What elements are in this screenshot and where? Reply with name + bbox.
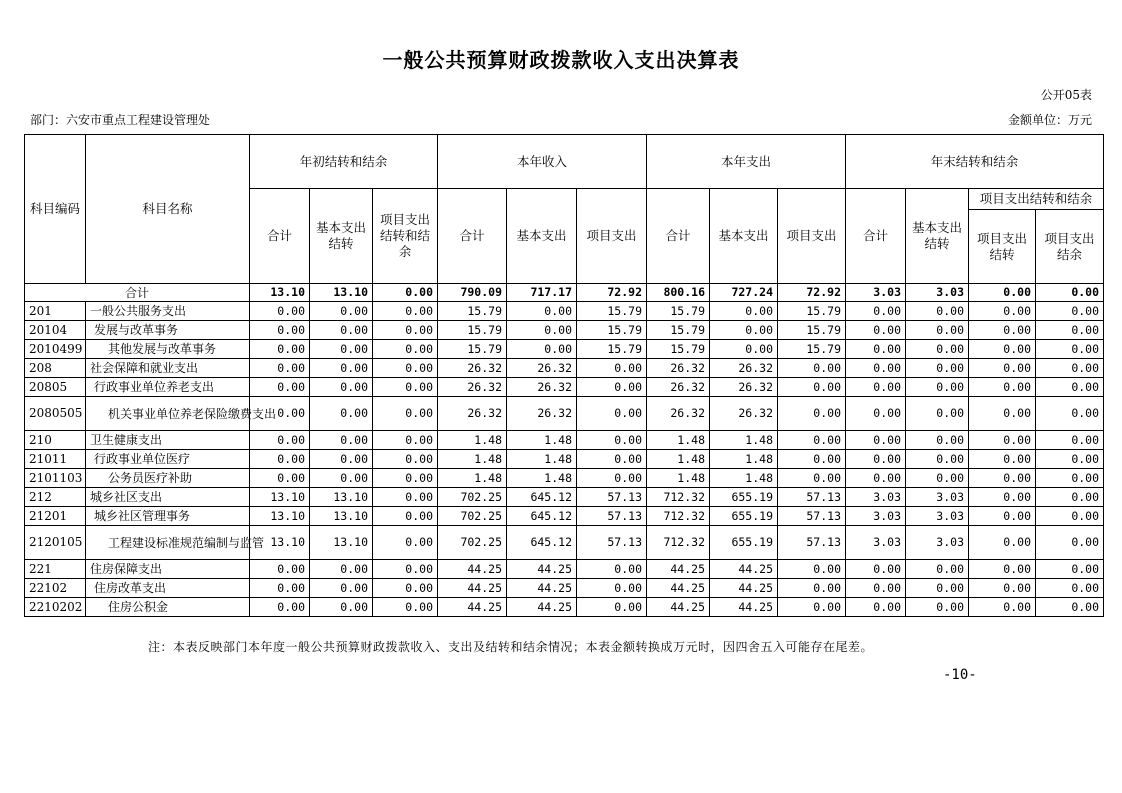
row-value-cell: 0.00: [906, 469, 969, 488]
row-value-cell: 15.79: [438, 302, 507, 321]
header-expenditure-project: 项目支出: [778, 189, 846, 284]
row-name: 住房保障支出: [86, 560, 250, 579]
table-row: [25, 450, 1104, 469]
row-value-cell: 655.19: [710, 488, 778, 507]
row-name: 一般公共服务支出: [86, 302, 250, 321]
header-name: 科目名称: [86, 135, 250, 284]
row-code: 2101103: [25, 469, 86, 488]
table-row: [25, 598, 1104, 617]
total-cell: 72.92: [577, 284, 647, 302]
row-value-cell: 0.00: [373, 526, 438, 560]
row-value-cell: 0.00: [846, 579, 906, 598]
row-value-cell: 0.00: [1036, 378, 1104, 397]
row-name: 行政事业单位养老支出: [86, 378, 250, 397]
row-value-cell: 0.00: [373, 378, 438, 397]
row-value-cell: 0.00: [507, 340, 577, 359]
header-opening-total: 合计: [250, 189, 310, 284]
row-code: 201: [25, 302, 86, 321]
row-value-cell: 0.00: [310, 579, 373, 598]
total-cell: 0.00: [1036, 284, 1104, 302]
row-value-cell: 0.00: [846, 378, 906, 397]
row-value-cell: 0.00: [577, 431, 647, 450]
row-value-cell: 0.00: [373, 560, 438, 579]
row-value-cell: 0.00: [373, 579, 438, 598]
row-value-cell: 0.00: [577, 378, 647, 397]
row-value-cell: 15.79: [577, 340, 647, 359]
row-value-cell: 0.00: [1036, 359, 1104, 378]
row-value-cell: 15.79: [647, 321, 710, 340]
header-closing-project-balance: 项目支出结余: [1036, 210, 1104, 284]
footnote: 注：本表反映部门本年度一般公共预算财政拨款收入、支出及结转和结余情况；本表金额转换成万元时，因四舍五入可能存在尾差。: [148, 640, 874, 654]
table-row: [25, 321, 1104, 340]
row-value-cell: 0.00: [1036, 431, 1104, 450]
amount-unit-label: 金额单位：万元: [1007, 113, 1092, 127]
row-value-cell: 0.00: [310, 598, 373, 617]
row-value-cell: 0.00: [1036, 321, 1104, 340]
row-value-cell: 702.25: [438, 526, 507, 560]
row-value-cell: 1.48: [647, 450, 710, 469]
row-name: 住房公积金: [86, 598, 250, 617]
row-value-cell: 0.00: [373, 321, 438, 340]
row-value-cell: 44.25: [647, 598, 710, 617]
row-value-cell: 0.00: [250, 579, 310, 598]
row-value-cell: 44.25: [438, 598, 507, 617]
row-value-cell: 0.00: [310, 450, 373, 469]
row-value-cell: 13.10: [250, 488, 310, 507]
row-value-cell: 44.25: [507, 579, 577, 598]
total-cell: 800.16: [647, 284, 710, 302]
row-value-cell: 0.00: [906, 598, 969, 617]
row-value-cell: 0.00: [906, 397, 969, 431]
row-value-cell: 0.00: [906, 340, 969, 359]
row-value-cell: 0.00: [373, 397, 438, 431]
row-value-cell: 57.13: [577, 526, 647, 560]
row-value-cell: 0.00: [310, 359, 373, 378]
row-value-cell: 15.79: [778, 321, 846, 340]
row-value-cell: 0.00: [969, 488, 1036, 507]
table-row: [25, 507, 1104, 526]
table-row: [25, 431, 1104, 450]
row-value-cell: 0.00: [310, 431, 373, 450]
row-value-cell: 15.79: [577, 321, 647, 340]
row-value-cell: 0.00: [778, 450, 846, 469]
row-name: 工程建设标准规范编制与监管: [86, 526, 250, 560]
row-code: 221: [25, 560, 86, 579]
row-name: 发展与改革事务: [86, 321, 250, 340]
row-value-cell: 0.00: [373, 598, 438, 617]
row-value-cell: 0.00: [906, 431, 969, 450]
header-closing-balance: 年末结转和结余: [846, 135, 1104, 189]
header-closing-project-carry: 项目支出结转: [969, 210, 1036, 284]
row-value-cell: 13.10: [310, 488, 373, 507]
row-value-cell: 0.00: [250, 598, 310, 617]
table-row: [25, 378, 1104, 397]
row-code: 212: [25, 488, 86, 507]
table-body: [25, 284, 1104, 617]
row-value-cell: 13.10: [250, 526, 310, 560]
row-value-cell: 0.00: [906, 302, 969, 321]
row-value-cell: 3.03: [846, 526, 906, 560]
row-value-cell: 13.10: [310, 507, 373, 526]
row-value-cell: 0.00: [1036, 450, 1104, 469]
row-value-cell: 0.00: [906, 560, 969, 579]
total-cell: 0.00: [373, 284, 438, 302]
row-value-cell: 0.00: [846, 450, 906, 469]
row-value-cell: 0.00: [250, 397, 310, 431]
row-value-cell: 0.00: [906, 321, 969, 340]
header-closing-project-group: 项目支出结转和结余: [969, 189, 1104, 210]
row-value-cell: 702.25: [438, 507, 507, 526]
header-expenditure-basic: 基本支出: [710, 189, 778, 284]
row-value-cell: 0.00: [577, 469, 647, 488]
row-code: 20805: [25, 378, 86, 397]
row-value-cell: 44.25: [647, 560, 710, 579]
row-value-cell: 0.00: [906, 579, 969, 598]
row-value-cell: 0.00: [846, 397, 906, 431]
row-value-cell: 1.48: [438, 431, 507, 450]
row-value-cell: 44.25: [710, 560, 778, 579]
row-value-cell: 0.00: [906, 378, 969, 397]
row-value-cell: 0.00: [250, 560, 310, 579]
row-value-cell: 655.19: [710, 526, 778, 560]
row-value-cell: 1.48: [507, 469, 577, 488]
row-value-cell: 26.32: [507, 378, 577, 397]
table-row: [25, 302, 1104, 321]
header-closing-basic: 基本支出结转: [906, 189, 969, 284]
row-value-cell: 44.25: [507, 598, 577, 617]
header-closing-total: 合计: [846, 189, 906, 284]
row-value-cell: 15.79: [778, 340, 846, 359]
row-code: 208: [25, 359, 86, 378]
row-value-cell: 0.00: [969, 359, 1036, 378]
row-value-cell: 0.00: [310, 469, 373, 488]
row-code: 2080505: [25, 397, 86, 431]
row-name: 城乡社区管理事务: [86, 507, 250, 526]
total-cell: 3.03: [846, 284, 906, 302]
row-value-cell: 0.00: [710, 321, 778, 340]
department-label: 部门：六安市重点工程建设管理处: [30, 113, 211, 127]
form-number: 公开05表: [1040, 88, 1092, 102]
row-value-cell: 15.79: [438, 321, 507, 340]
row-value-cell: 0.00: [577, 450, 647, 469]
row-value-cell: 1.48: [507, 431, 577, 450]
row-value-cell: 0.00: [577, 397, 647, 431]
row-code: 21201: [25, 507, 86, 526]
row-value-cell: 1.48: [647, 431, 710, 450]
row-value-cell: 0.00: [577, 598, 647, 617]
total-cell: 727.24: [710, 284, 778, 302]
row-value-cell: 0.00: [250, 431, 310, 450]
row-value-cell: 0.00: [373, 431, 438, 450]
row-value-cell: 0.00: [906, 359, 969, 378]
row-value-cell: 0.00: [373, 359, 438, 378]
row-value-cell: 0.00: [710, 302, 778, 321]
row-value-cell: 57.13: [577, 488, 647, 507]
header-income: 本年收入: [438, 135, 647, 189]
row-value-cell: 0.00: [1036, 469, 1104, 488]
row-value-cell: 26.32: [647, 378, 710, 397]
row-value-cell: 0.00: [846, 469, 906, 488]
total-cell: 0.00: [969, 284, 1036, 302]
row-code: 2120105: [25, 526, 86, 560]
row-value-cell: 26.32: [647, 359, 710, 378]
table-row: [25, 526, 1104, 560]
row-value-cell: 15.79: [577, 302, 647, 321]
row-value-cell: 26.32: [507, 359, 577, 378]
total-cell: 13.10: [250, 284, 310, 302]
row-value-cell: 1.48: [710, 450, 778, 469]
row-value-cell: 0.00: [778, 431, 846, 450]
row-value-cell: 0.00: [846, 302, 906, 321]
table-row: [25, 469, 1104, 488]
row-value-cell: 0.00: [969, 378, 1036, 397]
row-value-cell: 1.48: [710, 431, 778, 450]
row-value-cell: 0.00: [846, 340, 906, 359]
row-value-cell: 26.32: [438, 359, 507, 378]
row-value-cell: 1.48: [647, 469, 710, 488]
row-value-cell: 0.00: [373, 507, 438, 526]
header-income-project: 项目支出: [577, 189, 647, 284]
row-value-cell: 3.03: [846, 507, 906, 526]
header-opening-project: 项目支出结转和结余: [373, 189, 438, 284]
row-value-cell: 0.00: [846, 321, 906, 340]
row-name: 公务员医疗补助: [86, 469, 250, 488]
row-value-cell: 15.79: [438, 340, 507, 359]
row-value-cell: 0.00: [969, 598, 1036, 617]
row-value-cell: 0.00: [250, 302, 310, 321]
row-name: 城乡社区支出: [86, 488, 250, 507]
row-code: 20104: [25, 321, 86, 340]
row-value-cell: 13.10: [310, 526, 373, 560]
row-value-cell: 0.00: [969, 526, 1036, 560]
row-value-cell: 0.00: [310, 302, 373, 321]
header-opening-balance: 年初结转和结余: [250, 135, 438, 189]
header-expenditure-total: 合计: [647, 189, 710, 284]
row-value-cell: 0.00: [310, 340, 373, 359]
row-name: 住房改革支出: [86, 579, 250, 598]
row-value-cell: 26.32: [710, 378, 778, 397]
table-row: [25, 488, 1104, 507]
row-value-cell: 26.32: [438, 378, 507, 397]
row-value-cell: 57.13: [778, 488, 846, 507]
row-value-cell: 15.79: [647, 302, 710, 321]
row-value-cell: 0.00: [969, 321, 1036, 340]
row-value-cell: 26.32: [710, 359, 778, 378]
row-value-cell: 44.25: [507, 560, 577, 579]
total-cell: 72.92: [778, 284, 846, 302]
row-name: 卫生健康支出: [86, 431, 250, 450]
row-value-cell: 712.32: [647, 488, 710, 507]
row-value-cell: 0.00: [310, 397, 373, 431]
row-value-cell: 0.00: [969, 450, 1036, 469]
total-label: 合计: [25, 284, 250, 302]
row-value-cell: 0.00: [1036, 507, 1104, 526]
row-value-cell: 15.79: [647, 340, 710, 359]
row-value-cell: 0.00: [577, 560, 647, 579]
row-value-cell: 3.03: [906, 526, 969, 560]
header-opening-basic: 基本支出结转: [310, 189, 373, 284]
row-value-cell: 645.12: [507, 526, 577, 560]
row-name: 社会保障和就业支出: [86, 359, 250, 378]
row-value-cell: 0.00: [846, 431, 906, 450]
row-code: 2210202: [25, 598, 86, 617]
row-name: 行政事业单位医疗: [86, 450, 250, 469]
row-value-cell: 0.00: [1036, 488, 1104, 507]
row-value-cell: 0.00: [1036, 598, 1104, 617]
table-row: [25, 359, 1104, 378]
row-value-cell: 44.25: [438, 579, 507, 598]
budget-table: [24, 134, 1104, 617]
row-value-cell: 0.00: [250, 450, 310, 469]
row-code: 2010499: [25, 340, 86, 359]
row-value-cell: 0.00: [969, 340, 1036, 359]
row-value-cell: 0.00: [373, 488, 438, 507]
row-value-cell: 0.00: [1036, 560, 1104, 579]
row-value-cell: 0.00: [906, 450, 969, 469]
row-value-cell: 0.00: [250, 321, 310, 340]
row-name: 机关事业单位养老保险缴费支出: [86, 397, 250, 431]
row-code: 21011: [25, 450, 86, 469]
row-value-cell: 0.00: [969, 431, 1036, 450]
row-value-cell: 1.48: [438, 469, 507, 488]
header-income-basic: 基本支出: [507, 189, 577, 284]
table-row: [25, 340, 1104, 359]
row-value-cell: 0.00: [250, 378, 310, 397]
table-row: [25, 397, 1104, 431]
report-title: 一般公共预算财政拨款收入支出决算表: [382, 48, 740, 72]
row-value-cell: 0.00: [577, 579, 647, 598]
table-row: [25, 579, 1104, 598]
row-value-cell: 0.00: [1036, 526, 1104, 560]
row-value-cell: 0.00: [1036, 340, 1104, 359]
row-value-cell: 0.00: [778, 378, 846, 397]
row-value-cell: 57.13: [778, 526, 846, 560]
row-value-cell: 1.48: [507, 450, 577, 469]
total-cell: 790.09: [438, 284, 507, 302]
row-value-cell: 0.00: [710, 340, 778, 359]
row-value-cell: 15.79: [778, 302, 846, 321]
row-value-cell: 0.00: [373, 340, 438, 359]
total-cell: 717.17: [507, 284, 577, 302]
row-value-cell: 0.00: [778, 579, 846, 598]
row-value-cell: 44.25: [438, 560, 507, 579]
row-value-cell: 1.48: [710, 469, 778, 488]
row-value-cell: 3.03: [906, 488, 969, 507]
row-value-cell: 645.12: [507, 507, 577, 526]
row-value-cell: 0.00: [969, 560, 1036, 579]
row-value-cell: 0.00: [846, 560, 906, 579]
row-value-cell: 57.13: [778, 507, 846, 526]
row-value-cell: 0.00: [1036, 302, 1104, 321]
row-value-cell: 44.25: [647, 579, 710, 598]
row-value-cell: 655.19: [710, 507, 778, 526]
row-value-cell: 0.00: [507, 302, 577, 321]
row-value-cell: 0.00: [250, 469, 310, 488]
row-value-cell: 0.00: [778, 359, 846, 378]
row-value-cell: 13.10: [250, 507, 310, 526]
header-income-total: 合计: [438, 189, 507, 284]
row-name: 其他发展与改革事务: [86, 340, 250, 359]
row-value-cell: 0.00: [778, 469, 846, 488]
row-value-cell: 712.32: [647, 507, 710, 526]
row-code: 22102: [25, 579, 86, 598]
row-value-cell: 0.00: [310, 378, 373, 397]
total-cell: 13.10: [310, 284, 373, 302]
row-value-cell: 3.03: [846, 488, 906, 507]
row-value-cell: 0.00: [778, 598, 846, 617]
row-value-cell: 0.00: [969, 469, 1036, 488]
row-value-cell: 0.00: [846, 598, 906, 617]
row-value-cell: 57.13: [577, 507, 647, 526]
header-expenditure: 本年支出: [647, 135, 846, 189]
row-value-cell: 0.00: [373, 450, 438, 469]
row-value-cell: 0.00: [778, 560, 846, 579]
row-value-cell: 26.32: [507, 397, 577, 431]
row-value-cell: 3.03: [906, 507, 969, 526]
row-value-cell: 26.32: [710, 397, 778, 431]
row-value-cell: 0.00: [250, 359, 310, 378]
row-value-cell: 0.00: [969, 397, 1036, 431]
row-value-cell: 0.00: [310, 560, 373, 579]
row-value-cell: 0.00: [1036, 397, 1104, 431]
row-code: 210: [25, 431, 86, 450]
row-value-cell: 26.32: [647, 397, 710, 431]
row-value-cell: 44.25: [710, 579, 778, 598]
row-value-cell: 44.25: [710, 598, 778, 617]
row-value-cell: 645.12: [507, 488, 577, 507]
row-value-cell: 0.00: [507, 321, 577, 340]
row-value-cell: 702.25: [438, 488, 507, 507]
row-value-cell: 0.00: [969, 302, 1036, 321]
total-cell: 3.03: [906, 284, 969, 302]
row-value-cell: 0.00: [778, 397, 846, 431]
row-value-cell: 0.00: [373, 302, 438, 321]
row-value-cell: 0.00: [250, 340, 310, 359]
row-value-cell: 1.48: [438, 450, 507, 469]
row-value-cell: 26.32: [438, 397, 507, 431]
total-row: [25, 284, 1104, 302]
row-value-cell: 712.32: [647, 526, 710, 560]
header-code: 科目编码: [25, 135, 86, 284]
row-value-cell: 0.00: [577, 359, 647, 378]
row-value-cell: 0.00: [373, 469, 438, 488]
row-value-cell: 0.00: [969, 579, 1036, 598]
row-value-cell: 0.00: [310, 321, 373, 340]
table-row: [25, 560, 1104, 579]
row-value-cell: 0.00: [1036, 579, 1104, 598]
row-value-cell: 0.00: [846, 359, 906, 378]
page-number: -10-: [943, 667, 977, 683]
row-value-cell: 0.00: [969, 507, 1036, 526]
